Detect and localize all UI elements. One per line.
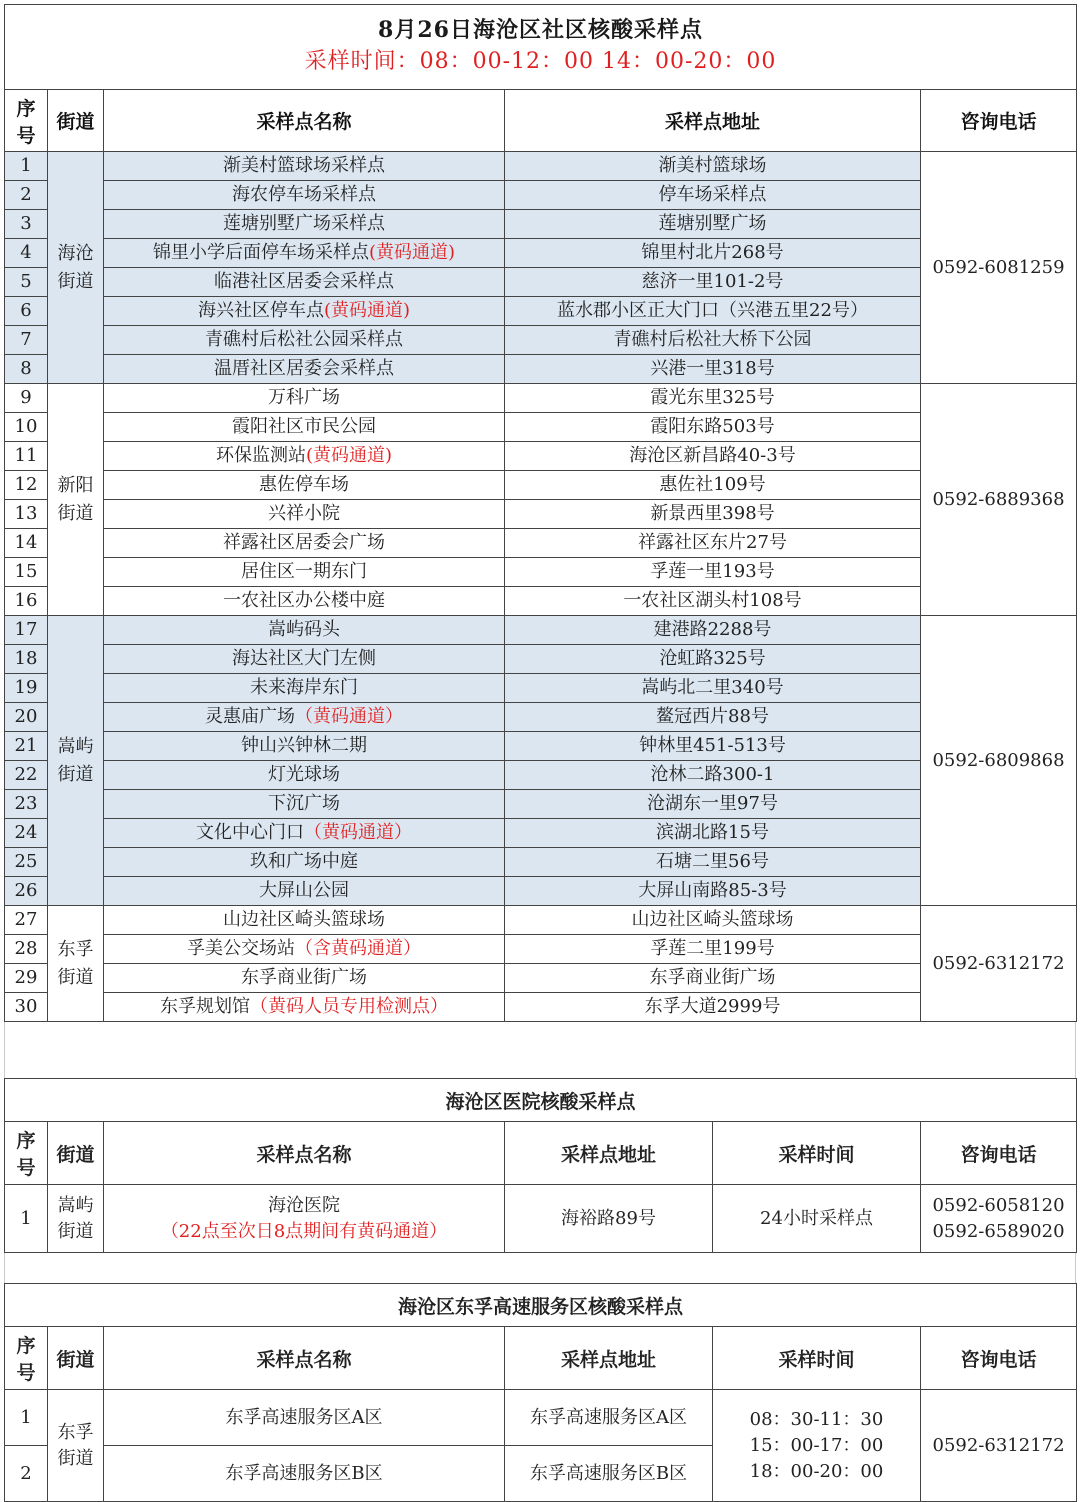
- row-address: 霞阳东路503号: [505, 413, 921, 442]
- row-name: 下沉广场: [104, 790, 505, 819]
- row-no: 4: [5, 239, 48, 268]
- row-name: 环保监测站(黄码通道): [104, 442, 505, 471]
- table-row: [5, 790, 1077, 819]
- row-name: 海达社区大门左侧: [104, 645, 505, 674]
- header-phone: 咨询电话: [921, 90, 1077, 152]
- table-row: [5, 268, 1077, 297]
- row-no: 13: [5, 500, 48, 529]
- row-no: 7: [5, 326, 48, 355]
- table-row: [5, 819, 1077, 848]
- row-name: 祥露社区居委会广场: [104, 529, 505, 558]
- row-no: 21: [5, 732, 48, 761]
- yellow-code-note: （黄码人员专用检测点）: [250, 996, 448, 1017]
- row-address: 慈济一里101-2号: [505, 268, 921, 297]
- row-address: 祥露社区东片27号: [505, 529, 921, 558]
- table-row: [5, 877, 1077, 906]
- row-no: 2: [5, 181, 48, 210]
- hospital-header: [5, 1122, 1077, 1185]
- row-address: 霞光东里325号: [505, 384, 921, 413]
- table-row: [5, 616, 1077, 645]
- header-address: 采样点地址: [505, 90, 921, 152]
- table-row: [5, 442, 1077, 471]
- table-row: [5, 674, 1077, 703]
- table-row: [5, 1185, 1077, 1253]
- row-no: 28: [5, 935, 48, 964]
- table-row: [5, 384, 1077, 413]
- row-name: 山边社区崎头篮球场: [104, 906, 505, 935]
- table-row: [5, 529, 1077, 558]
- table-row: [5, 993, 1077, 1022]
- row-no: 11: [5, 442, 48, 471]
- table-row: [5, 906, 1077, 935]
- row-address: 海裕路89号: [505, 1185, 713, 1253]
- row-no: 3: [5, 210, 48, 239]
- row-no: 17: [5, 616, 48, 645]
- row-name: 温厝社区居委会采样点: [104, 355, 505, 384]
- yellow-code-note: （黄码通道）: [304, 822, 412, 843]
- row-name: 莲塘别墅广场采样点: [104, 210, 505, 239]
- row-no: 9: [5, 384, 48, 413]
- row-name: 居住区一期东门: [104, 558, 505, 587]
- row-address: 鳌冠西片88号: [505, 703, 921, 732]
- row-name: 一农社区办公楼中庭: [104, 587, 505, 616]
- row-address: 惠佐社109号: [505, 471, 921, 500]
- table-row: [5, 1390, 1077, 1446]
- table-row: [5, 297, 1077, 326]
- highway-section-title: 海沧区东孚高速服务区核酸采样点: [5, 1284, 1077, 1327]
- header-time: 采样时间: [713, 1122, 921, 1185]
- table-header: [5, 90, 1077, 152]
- row-phone: 0592-6312172: [921, 1390, 1077, 1502]
- row-address: 渐美村篮球场: [505, 152, 921, 181]
- row-no: 30: [5, 993, 48, 1022]
- row-name: 嵩屿码头: [104, 616, 505, 645]
- row-no: 23: [5, 790, 48, 819]
- row-address: 沧湖东一里97号: [505, 790, 921, 819]
- row-phone: 0592-6081259: [921, 152, 1077, 384]
- table-row: [5, 181, 1077, 210]
- row-name: 渐美村篮球场采样点: [104, 152, 505, 181]
- row-address: 石塘二里56号: [505, 848, 921, 877]
- row-address: 东孚大道2999号: [505, 993, 921, 1022]
- row-street: 海沧 街道: [48, 152, 104, 384]
- row-no: 5: [5, 268, 48, 297]
- row-street: 东孚 街道: [48, 1390, 104, 1502]
- row-no: 25: [5, 848, 48, 877]
- row-address: 兴港一里318号: [505, 355, 921, 384]
- table-row: [5, 761, 1077, 790]
- row-name: 东孚商业街广场: [104, 964, 505, 993]
- row-address: 东孚高速服务区B区: [505, 1446, 713, 1502]
- highway-header: [5, 1327, 1077, 1390]
- row-no: 15: [5, 558, 48, 587]
- row-name: 灯光球场: [104, 761, 505, 790]
- row-no: 6: [5, 297, 48, 326]
- yellow-code-note: （22点至次日8点期间有黄码通道）: [160, 1220, 448, 1242]
- yellow-code-note: （含黄码通道）: [295, 938, 421, 959]
- row-name: 钟山兴钟林二期: [104, 732, 505, 761]
- row-no: 1: [5, 1185, 48, 1253]
- table-row: [5, 210, 1077, 239]
- header-name: 采样点名称: [104, 90, 505, 152]
- row-no: 18: [5, 645, 48, 674]
- row-name: 海沧医院 （22点至次日8点期间有黄码通道）: [104, 1185, 505, 1253]
- row-address: 孚莲二里199号: [505, 935, 921, 964]
- table-row: [5, 935, 1077, 964]
- header-phone: 咨询电话: [921, 1122, 1077, 1185]
- row-no: 2: [5, 1446, 48, 1502]
- header-phone: 咨询电话: [921, 1327, 1077, 1390]
- table-row: [5, 152, 1077, 181]
- row-no: 27: [5, 906, 48, 935]
- row-no: 1: [5, 1390, 48, 1446]
- yellow-code-note: （黄码通道）: [295, 706, 403, 727]
- row-time: 08：30-11：30 15：00-17：00 18：00-20：00: [713, 1390, 921, 1502]
- row-name: 未来海岸东门: [104, 674, 505, 703]
- row-address: 山边社区崎头篮球场: [505, 906, 921, 935]
- row-address: 蓝水郡小区正大门口（兴港五里22号）: [505, 297, 921, 326]
- row-street: 东孚 街道: [48, 906, 104, 1022]
- table-row: [5, 732, 1077, 761]
- spacer: [4, 1253, 1076, 1283]
- row-address: 停车场采样点: [505, 181, 921, 210]
- row-name: 海兴社区停车点(黄码通道): [104, 297, 505, 326]
- row-address: 建港路2288号: [505, 616, 921, 645]
- header-no: 序 号: [5, 1122, 48, 1185]
- page-title: 8月26日海沧区社区核酸采样点: [378, 17, 703, 43]
- table-row: [5, 558, 1077, 587]
- row-no: 22: [5, 761, 48, 790]
- row-name: 惠佐停车场: [104, 471, 505, 500]
- row-address: 莲塘别墅广场: [505, 210, 921, 239]
- row-name: 锦里小学后面停车场采样点(黄码通道): [104, 239, 505, 268]
- row-name: 东孚规划馆（黄码人员专用检测点）: [104, 993, 505, 1022]
- yellow-code-note: (黄码通道): [323, 300, 411, 321]
- row-no: 16: [5, 587, 48, 616]
- row-name: 兴祥小院: [104, 500, 505, 529]
- header-street: 街道: [48, 1327, 104, 1390]
- row-address: 沧林二路300-1: [505, 761, 921, 790]
- row-phone: 0592-6809868: [921, 616, 1077, 906]
- row-phone: 0592-6058120 0592-6589020: [921, 1185, 1077, 1253]
- row-street: 新阳 街道: [48, 384, 104, 616]
- row-name: 临港社区居委会采样点: [104, 268, 505, 297]
- table-row: [5, 964, 1077, 993]
- row-address: 滨湖北路15号: [505, 819, 921, 848]
- table-row: [5, 355, 1077, 384]
- table-row: [5, 239, 1077, 268]
- spacer: [4, 1022, 1076, 1078]
- row-name: 孚美公交场站（含黄码通道）: [104, 935, 505, 964]
- row-no: 10: [5, 413, 48, 442]
- yellow-code-note: (黄码通道): [305, 445, 393, 466]
- table-row: [5, 500, 1077, 529]
- row-name: 海农停车场采样点: [104, 181, 505, 210]
- row-address: 沧虹路325号: [505, 645, 921, 674]
- header-name: 采样点名称: [104, 1122, 505, 1185]
- highway-sampling-table: [4, 1283, 1077, 1502]
- row-no: 24: [5, 819, 48, 848]
- community-sampling-table: [4, 4, 1077, 1022]
- row-address: 孚莲一里193号: [505, 558, 921, 587]
- row-no: 20: [5, 703, 48, 732]
- sampling-time: 采样时间：08：00-12：00 14：00-20：00: [304, 49, 777, 74]
- table-row: [5, 587, 1077, 616]
- row-name: 霞阳社区市民公园: [104, 413, 505, 442]
- table-row: [5, 413, 1077, 442]
- row-name: 文化中心门口（黄码通道）: [104, 819, 505, 848]
- hospital-section-title: 海沧区医院核酸采样点: [5, 1079, 1077, 1122]
- row-no: 8: [5, 355, 48, 384]
- row-no: 14: [5, 529, 48, 558]
- row-no: 19: [5, 674, 48, 703]
- row-phone: 0592-6312172: [921, 906, 1077, 1022]
- row-name: 大屏山公园: [104, 877, 505, 906]
- row-name: 灵惠庙广场（黄码通道）: [104, 703, 505, 732]
- row-street: 嵩屿 街道: [48, 1185, 104, 1253]
- yellow-code-note: (黄码通道): [368, 242, 456, 263]
- table-row: [5, 471, 1077, 500]
- row-street: 嵩屿 街道: [48, 616, 104, 906]
- header-no: 序 号: [5, 1327, 48, 1390]
- header-address: 采样点地址: [505, 1122, 713, 1185]
- row-address: 大屏山南路85-3号: [505, 877, 921, 906]
- row-no: 29: [5, 964, 48, 993]
- row-name: 青礁村后松社公园采样点: [104, 326, 505, 355]
- header-street: 街道: [48, 1122, 104, 1185]
- row-address: 海沧区新昌路40-3号: [505, 442, 921, 471]
- row-address: 新景西里398号: [505, 500, 921, 529]
- header-no: 序 号: [5, 90, 48, 152]
- row-no: 26: [5, 877, 48, 906]
- row-address: 嵩屿北二里340号: [505, 674, 921, 703]
- row-name: 玖和广场中庭: [104, 848, 505, 877]
- row-no: 1: [5, 152, 48, 181]
- header-time: 采样时间: [713, 1327, 921, 1390]
- row-address: 钟林里451-513号: [505, 732, 921, 761]
- row-address: 东孚高速服务区A区: [505, 1390, 713, 1446]
- row-time: 24小时采样点: [713, 1185, 921, 1253]
- row-address: 一农社区湖头村108号: [505, 587, 921, 616]
- row-name: 东孚高速服务区B区: [104, 1446, 505, 1502]
- header-address: 采样点地址: [505, 1327, 713, 1390]
- header-name: 采样点名称: [104, 1327, 505, 1390]
- header-street: 街道: [48, 90, 104, 152]
- table-row: [5, 848, 1077, 877]
- row-name: 万科广场: [104, 384, 505, 413]
- table-row: [5, 703, 1077, 732]
- row-no: 12: [5, 471, 48, 500]
- row-address: 青礁村后松社大桥下公园: [505, 326, 921, 355]
- row-address: 锦里村北片268号: [505, 239, 921, 268]
- table-row: [5, 326, 1077, 355]
- table-row: [5, 645, 1077, 674]
- sheet: [4, 4, 1076, 1502]
- row-name: 东孚高速服务区A区: [104, 1390, 505, 1446]
- title-block: [5, 5, 1077, 90]
- hospital-sampling-table: [4, 1078, 1077, 1253]
- row-address: 东孚商业街广场: [505, 964, 921, 993]
- row-phone: 0592-6889368: [921, 384, 1077, 616]
